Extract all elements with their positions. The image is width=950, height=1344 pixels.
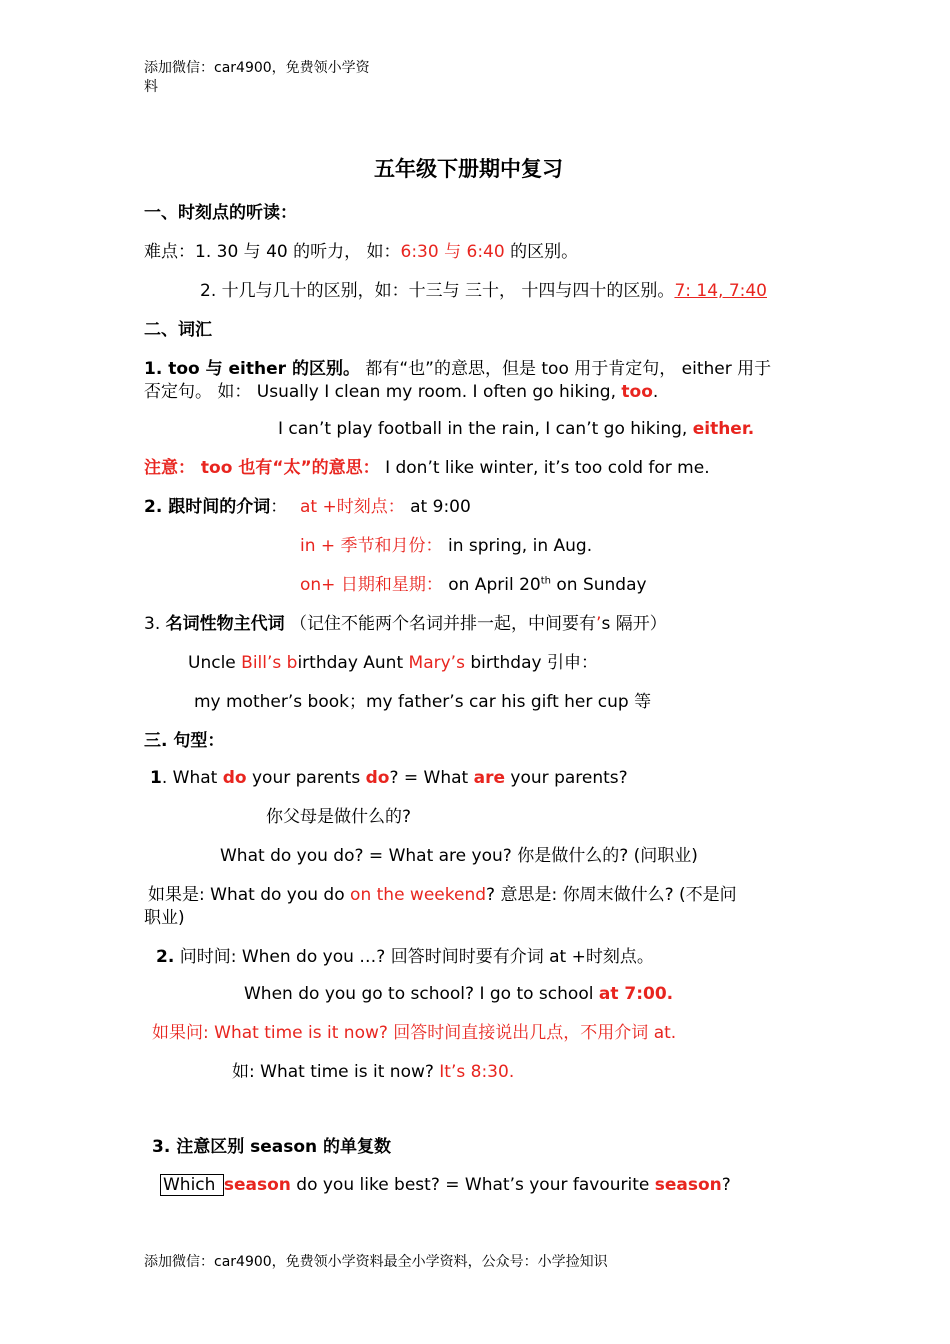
keyword-season: season bbox=[654, 1175, 722, 1195]
superscript: th bbox=[540, 575, 551, 587]
pattern-2-note: 如果问: What time is it now? 回答时间直接说出几点，不用介词 at. bbox=[152, 1023, 677, 1043]
text: birthday 引申： bbox=[464, 653, 598, 673]
text: （记住不能两个名词并排一起，中间要有 bbox=[284, 614, 597, 634]
text: 2. 十几与几十的区别，如：十三与 三十， 十四与四十的区别。 bbox=[200, 281, 675, 301]
listening-difficulty-2 bbox=[200, 280, 767, 303]
text: on April 20 bbox=[442, 575, 541, 595]
keyword-do: do bbox=[222, 768, 247, 788]
text: 3. bbox=[144, 614, 166, 634]
pattern-1-line-5: 职业) bbox=[144, 908, 185, 928]
text: in spring, in Aug. bbox=[442, 536, 593, 556]
item-number: 2. bbox=[156, 947, 175, 967]
text: s 隔开） bbox=[601, 614, 667, 634]
footer-text: 添加微信：car4900，免费领小学资料最全小学资料，公众号：小学捡知识 bbox=[144, 1254, 608, 1270]
keyword-season: season bbox=[223, 1175, 291, 1195]
pattern-2-line-1 bbox=[156, 946, 654, 969]
prep-at-line bbox=[300, 496, 471, 519]
subheading: 名词性物主代词 bbox=[165, 614, 285, 634]
text: 如: What time is it now? bbox=[232, 1062, 440, 1082]
too-either-line-2 bbox=[144, 381, 658, 404]
text: ? = What bbox=[389, 768, 474, 788]
pattern-1-line-1 bbox=[150, 767, 628, 790]
text: irthday Aunt bbox=[297, 653, 409, 673]
too-either-line-3 bbox=[278, 418, 754, 441]
subheading: 2. 跟时间的介词 bbox=[144, 497, 271, 517]
time-answer: It’s 8:30. bbox=[439, 1062, 515, 1082]
possessive-highlight: Mary’s bbox=[408, 653, 465, 673]
text: I don’t like winter, it’s too cold for me. bbox=[379, 458, 710, 478]
keyword-do: do bbox=[365, 768, 390, 788]
text: When do you go to school? I go to school bbox=[244, 984, 599, 1004]
prep-on-line bbox=[300, 574, 647, 597]
keyword-too: too bbox=[621, 382, 653, 402]
section-1-heading: 一、时刻点的听读： bbox=[144, 203, 297, 223]
pattern-3-heading: 3. 注意区别 season 的单复数 bbox=[152, 1137, 392, 1157]
text: at 9:00 bbox=[404, 497, 471, 517]
section-2-heading: 二、词汇 bbox=[144, 320, 212, 340]
text: . What bbox=[161, 768, 223, 788]
possessive-highlight: Bill’s b bbox=[241, 653, 298, 673]
boxed-word: Which bbox=[160, 1174, 224, 1196]
prep-rule: at +时刻点： bbox=[300, 497, 405, 517]
pattern-1-line-3: What do you do? = What are you? 你是做什么的? (问职业) bbox=[220, 846, 698, 866]
header-line-2: 料 bbox=[144, 79, 158, 95]
possessive-example-2: my mother’s book；my father’s car his gift her cup 等 bbox=[194, 692, 652, 712]
prep-in-line bbox=[300, 535, 592, 558]
listening-difficulty-1 bbox=[144, 241, 578, 264]
text: 如果是: What do you do bbox=[148, 885, 351, 905]
text: 都有“也”的意思，但是 too 用于肯定句， either 用于 bbox=[359, 359, 772, 379]
pattern-2-line-2 bbox=[244, 983, 673, 1006]
phrase-highlight: on the weekend bbox=[350, 885, 487, 905]
note-line bbox=[144, 457, 710, 480]
text: your parents? bbox=[505, 768, 628, 788]
text: 难点：1. 30 与 40 的听力， 如： bbox=[144, 242, 401, 262]
subheading: 1. too 与 either 的区别。 bbox=[144, 359, 360, 379]
text: 的区别。 bbox=[504, 242, 579, 262]
page-title: 五年级下册期中复习 bbox=[374, 157, 563, 181]
pattern-2-example bbox=[232, 1061, 514, 1084]
pattern-1-translation: 你父母是做什么的? bbox=[266, 807, 412, 827]
keyword-are: are bbox=[473, 768, 506, 788]
pattern-3-example bbox=[160, 1174, 731, 1197]
note-label: 注意： too 也有“太”的意思： bbox=[144, 458, 380, 478]
pattern-1-line-4 bbox=[148, 884, 737, 907]
text: ： bbox=[270, 497, 288, 517]
prep-rule: in + 季节和月份： bbox=[300, 536, 443, 556]
apostrophe: ’ bbox=[596, 614, 602, 634]
time-example: 7: 14, 7:40 bbox=[674, 281, 767, 301]
possessive-heading-line bbox=[144, 613, 667, 636]
item-number: 1 bbox=[150, 768, 162, 788]
header-line-1: 添加微信：car4900，免费领小学资 bbox=[144, 60, 370, 76]
time-answer: at 7:00. bbox=[598, 984, 674, 1004]
text: Uncle bbox=[188, 653, 242, 673]
keyword-either: either. bbox=[692, 419, 755, 439]
text: . bbox=[652, 382, 659, 402]
prep-heading-line bbox=[144, 496, 287, 519]
too-either-line-1 bbox=[144, 358, 771, 381]
text: 问时间: When do you …? 回答时间时要有介词 at +时刻点。 bbox=[174, 947, 654, 967]
text: on Sunday bbox=[550, 575, 647, 595]
text: 否定句。 如： Usually I clean my room. I often go hiking, bbox=[144, 382, 622, 402]
prep-rule: on+ 日期和星期： bbox=[300, 575, 443, 595]
possessive-example-1 bbox=[188, 652, 598, 675]
section-3-heading: 三. 句型： bbox=[144, 731, 225, 751]
text: do you like best? = What’s your favourite bbox=[290, 1175, 655, 1195]
time-example: 6:30 与 6:40 bbox=[400, 242, 505, 262]
text: ? bbox=[721, 1175, 731, 1195]
text: ? 意思是: 你周末做什么? (不是问 bbox=[486, 885, 737, 905]
text: I can’t play football in the rain, I can’t go hiking, bbox=[278, 419, 693, 439]
text: your parents bbox=[246, 768, 366, 788]
